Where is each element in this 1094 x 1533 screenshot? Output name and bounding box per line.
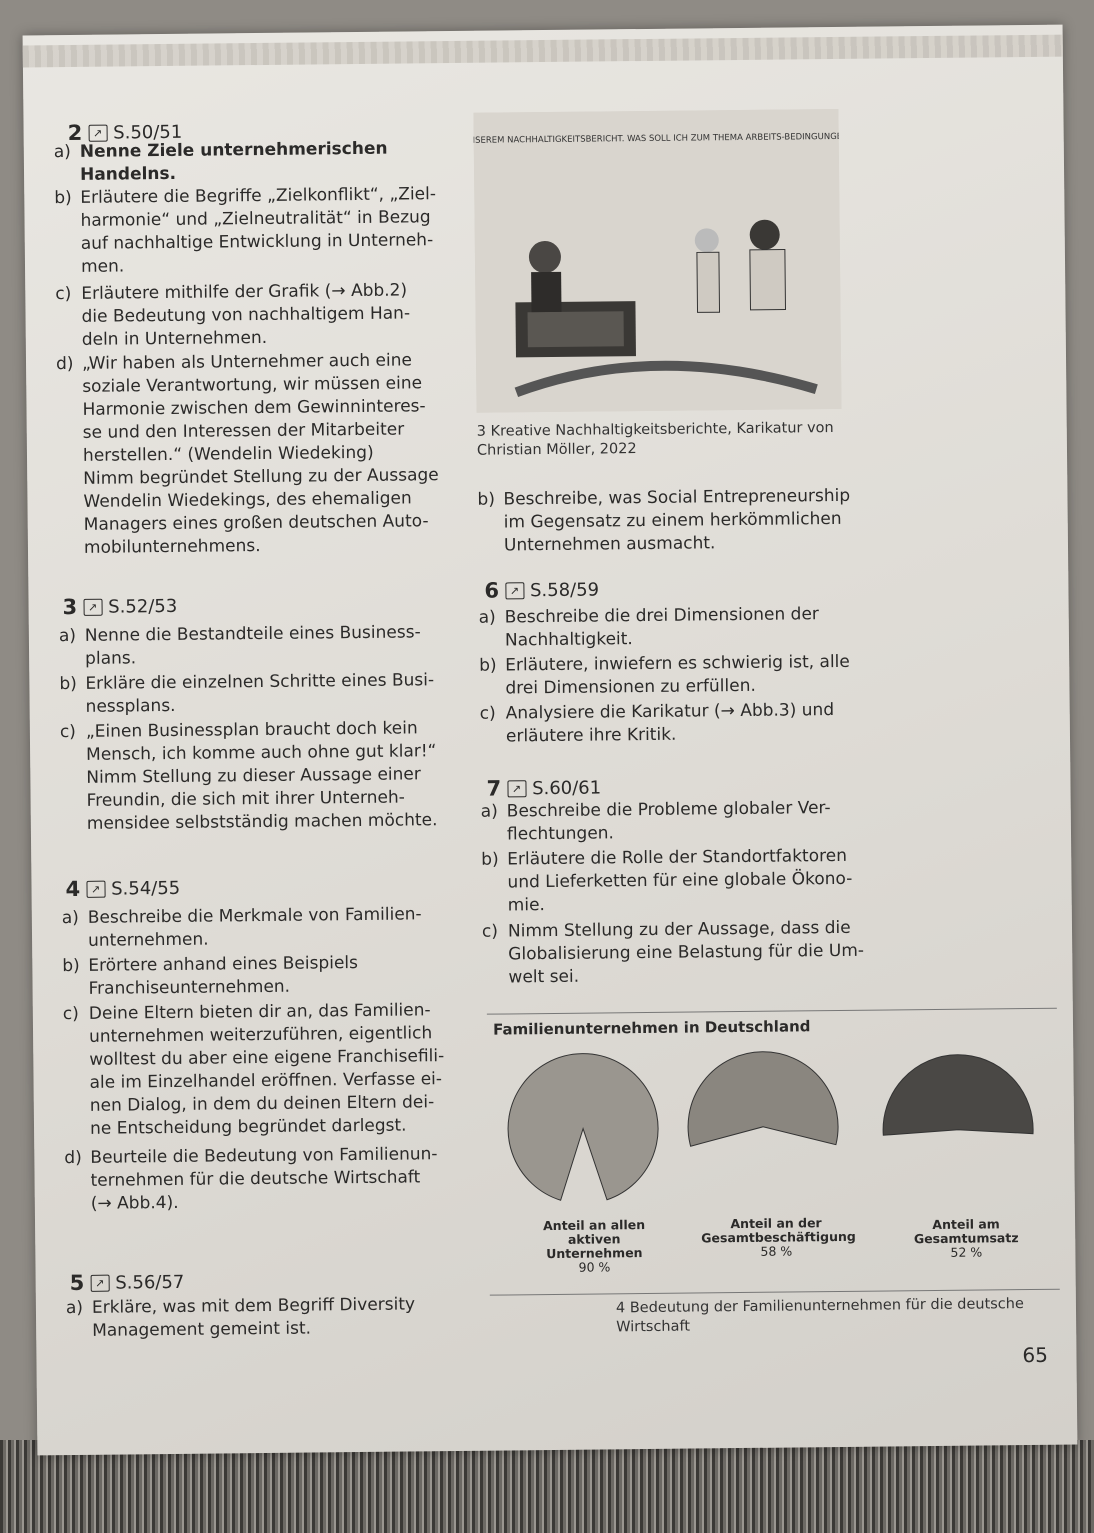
task-item: b) Erkläre die einzelnen Schritte eines Busi- nessplans. — [59, 670, 435, 717]
speech-bubble-text: UNSEREM NACHHALTIGKEITSBERICHT. WAS SOLL ICH ZUM THEMA ARBEITS-BEDINGUNGEN — [473, 131, 842, 146]
cartoon-drawing — [473, 109, 841, 413]
task-item: c) Deine Eltern bieten dir an, das Familien- unternehmen weiterzuführen, eigentlich wolltest du aber eine eigene Franchisefili- ale im Einzelhandel eröffnen. Verfasse ei- nen Dialog, in dem du deinen Eltern dei- ne Entscheidung begründet darlegst. — [62, 1000, 445, 1139]
task-4-header: 4 ↗ S.54/55 — [65, 876, 181, 902]
task-item: b) Erläutere die Rolle der Standortfaktoren und Lieferketten für eine globale Ökono- mie. — [481, 845, 853, 916]
task-item: c) „Einen Businessplan braucht doch kein Mensch, ich komme auch ohne gut klar!“ Nimm Stellung zu dieser Aussage einer Freundin, die sich mit ihrer Unterneh- mensidee selbstständig machen möchte. — [59, 718, 438, 834]
page-header-band — [23, 35, 1063, 68]
task-item: a) Beschreibe die drei Dimensionen der Nachhaltigkeit. — [478, 604, 819, 651]
task-item: b) Erläutere die Begriffe „Zielkonflikt“, „Ziel- harmonie“ und „Zielneutralität“ in Bezug auf nachhaltige Entwicklung in Unterneh- men. — [54, 184, 437, 277]
page-reference-icon: ↗ — [88, 124, 107, 141]
pie-charts — [487, 1039, 1059, 1245]
page-number: 65 — [1022, 1342, 1049, 1368]
task-item: d) Beurteile die Bedeutung von Familienun- ternehmen für die deutsche Wirtschaft (→ Abb.4). — [64, 1144, 438, 1214]
pie-slice-1 — [507, 1053, 659, 1201]
task-item: a) Beschreibe die Probleme globaler Ver- flechtungen. — [480, 798, 831, 845]
page-reference-icon: ↗ — [83, 598, 102, 615]
pie-label-3: Anteil am Gesamtumsatz 52 % — [913, 1216, 1019, 1260]
task-3-header: 3 ↗ S.52/53 — [62, 594, 178, 620]
task-item: a) Erkläre, was mit dem Begriff Diversity Management gemeint ist. — [65, 1294, 416, 1341]
task-item: b) Erörtere anhand eines Beispiels Franchiseunternehmen. — [62, 953, 359, 999]
task-7-header: 7 ↗ S.60/61 — [486, 776, 602, 801]
pie-slice-3 — [882, 1054, 1033, 1135]
task-item: b) Beschreibe, was Social Entrepreneurship im Gegensatz zu einem herkömmlichen Unternehmen ausmacht. — [477, 485, 851, 556]
task-5-header: 5 ↗ S.56/57 — [69, 1270, 185, 1296]
page-reference-icon: ↗ — [86, 880, 105, 897]
cartoon-caption: 3 Kreative Nachhaltigkeitsberichte, Karikatur von Christian Möller, 2022 — [476, 420, 834, 459]
cartoon-illustration — [473, 109, 841, 413]
page-reference-icon: ↗ — [505, 582, 524, 599]
chart-title: Familienunternehmen in Deutschland — [492, 1017, 811, 1039]
page-reference-icon: ↗ — [507, 780, 526, 797]
pie-chart-figure — [487, 1008, 1060, 1296]
task-item: c) Analysiere die Karikatur (→ Abb.3) und erläutere ihre Kritik. — [479, 700, 835, 747]
task-item: c) Nimm Stellung zu der Aussage, dass die Globalisierung eine Belastung für die Um- welt sei. — [481, 917, 865, 988]
textbook-page — [23, 25, 1078, 1456]
task-6-header: 6 ↗ S.58/59 — [484, 578, 600, 603]
pie-slice-2 — [687, 1051, 838, 1146]
task-item: a) Beschreibe die Merkmale von Familien- unternehmen. — [61, 904, 422, 951]
page-reference: S.50/51 — [113, 121, 183, 144]
task-item: b) Erläutere, inwiefern es schwierig ist, alle drei Dimensionen zu erfüllen. — [479, 651, 850, 699]
pie-label-1: Anteil an allen aktiven Unternehmen 90 % — [542, 1217, 646, 1275]
page-reference-icon: ↗ — [90, 1274, 109, 1291]
task-item: d) „Wir haben als Unternehmer auch eine soziale Verantwortung, wir müssen eine Harmonie zwischen dem Gewinninteres- se und den Interessen der Mitarbeiter herstellen.“ (Wendelin Wiedeking) Nimm begründet Stellung zu der Aussage Wendelin Wiedekings, des ehemaligen Managers eines großen deutschen Auto- mobilunternehmens. — [55, 350, 439, 558]
task-item: a) Nenne Ziele unternehmerischen Handelns. — [53, 138, 388, 185]
task-item: c) Erläutere mithilfe der Grafik (→ Abb.2) die Bedeutung von nachhaltigem Han- deln in Unternehmen. — [55, 280, 411, 350]
pie-label-2: Anteil an der Gesamtbeschäftigung 58 % — [701, 1215, 856, 1259]
task-number: 2 — [67, 120, 83, 146]
chart-caption: 4 Bedeutung der Familienunternehmen für die deutsche Wirtschaft — [615, 1296, 1024, 1336]
task-item: a) Nenne die Bestandteile eines Business- plans. — [58, 622, 421, 669]
